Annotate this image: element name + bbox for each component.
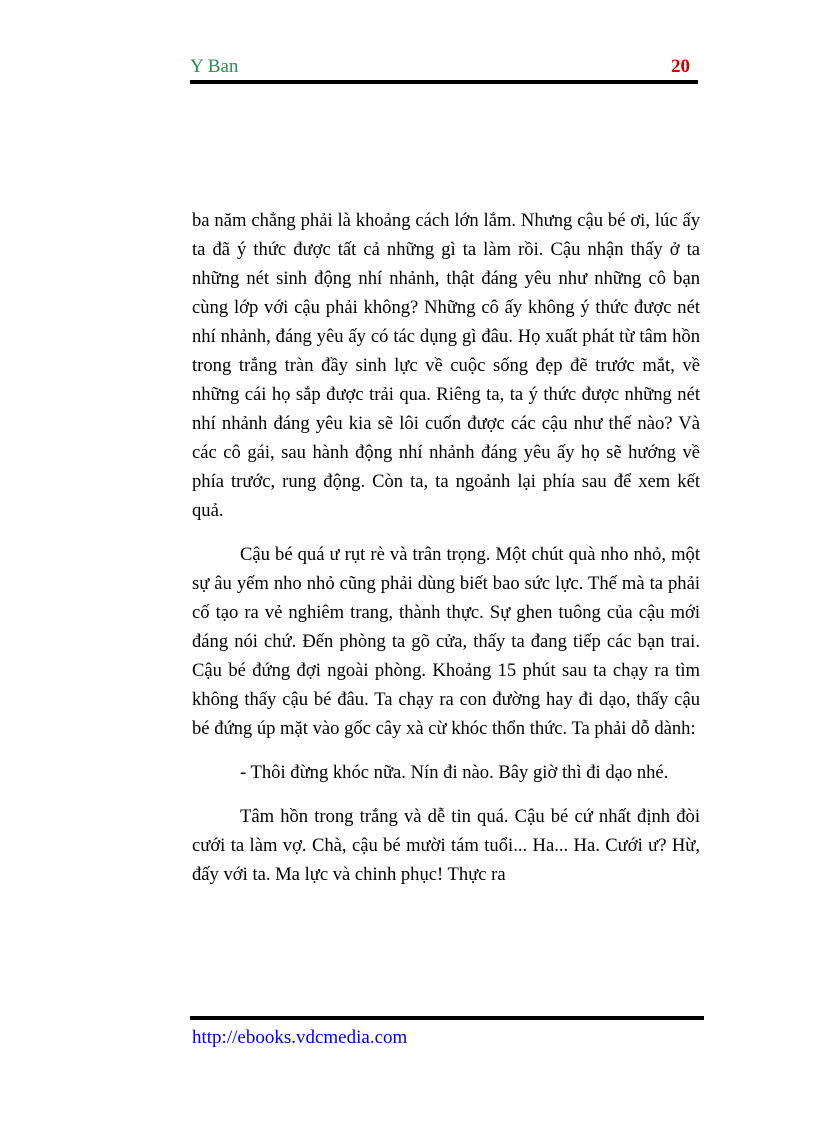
paragraph-2: Cậu bé quá ư rụt rè và trân trọng. Một chút quà nho nhỏ, một sự âu yếm nho nhỏ cũng phải dùng biết bao sức lực. Thế mà ta phải cố tạo ra vẻ nghiêm trang, thành thực. Sự ghen tuông của cậu mới đáng nói chứ. Đến phòng ta gõ cửa, thấy ta đang tiếp các bạn trai. Cậu bé đứng đợi ngoài phòng. Khoảng 15 phút sau ta chạy ra tìm không thấy cậu bé đâu. Ta chạy ra con đường hay đi dạo, thấy cậu bé đứng úp mặt vào gốc cây xà cừ khóc thổn thức. Ta phải dỗ dành:	[192, 544, 700, 739]
footer-link[interactable]: http://ebooks.vdcmedia.com	[192, 1027, 408, 1048]
header-author: Y Ban	[190, 56, 239, 77]
page-number: 20	[671, 56, 690, 77]
paragraph-1: ba năm chẳng phải là khoảng cách lớn lắm. Nhưng cậu bé ơi, lúc ấy ta đã ý thức được tất cả những gì ta làm rồi. Cậu nhận thấy ở ta những nét sinh động nhí nhảnh, thật đáng yêu như những cô bạn cùng lớp với cậu phải không? Những cô ấy không ý thức được nét nhí nhảnh, đáng yêu ấy có tác dụng gì đâu. Họ xuất phát từ tâm hồn trong trắng tràn đầy sinh lực về cuộc sống đẹp đẽ trước mắt, về những cái họ sắp được trải qua. Riêng ta, ta ý thức được những nét nhí nhảnh đáng yêu kia sẽ lôi cuốn được các cậu như thế nào? Và các cô gái, sau hành động nhí nhảnh đáng yêu ấy họ sẽ hướng về phía trước, rung động. Còn ta, ta ngoảnh lại phía sau để xem kết quả.	[192, 210, 700, 521]
paragraph-3: - Thôi đừng khóc nữa. Nín đi nào. Bây giờ thì đi dạo nhé.	[240, 762, 669, 783]
page-header	[190, 55, 698, 81]
footer-divider	[190, 1016, 704, 1020]
paragraph-4: Tâm hồn trong trắng và dễ tin quá. Cậu bé cứ nhất định đòi cưới ta làm vợ. Chà, cậu bé mười tám tuổi... Ha... Ha. Cưới ư? Hừ, đấy với ta. Ma lực và chinh phục! Thực ra	[192, 806, 700, 885]
header-divider	[190, 80, 698, 84]
body-text	[192, 206, 700, 904]
